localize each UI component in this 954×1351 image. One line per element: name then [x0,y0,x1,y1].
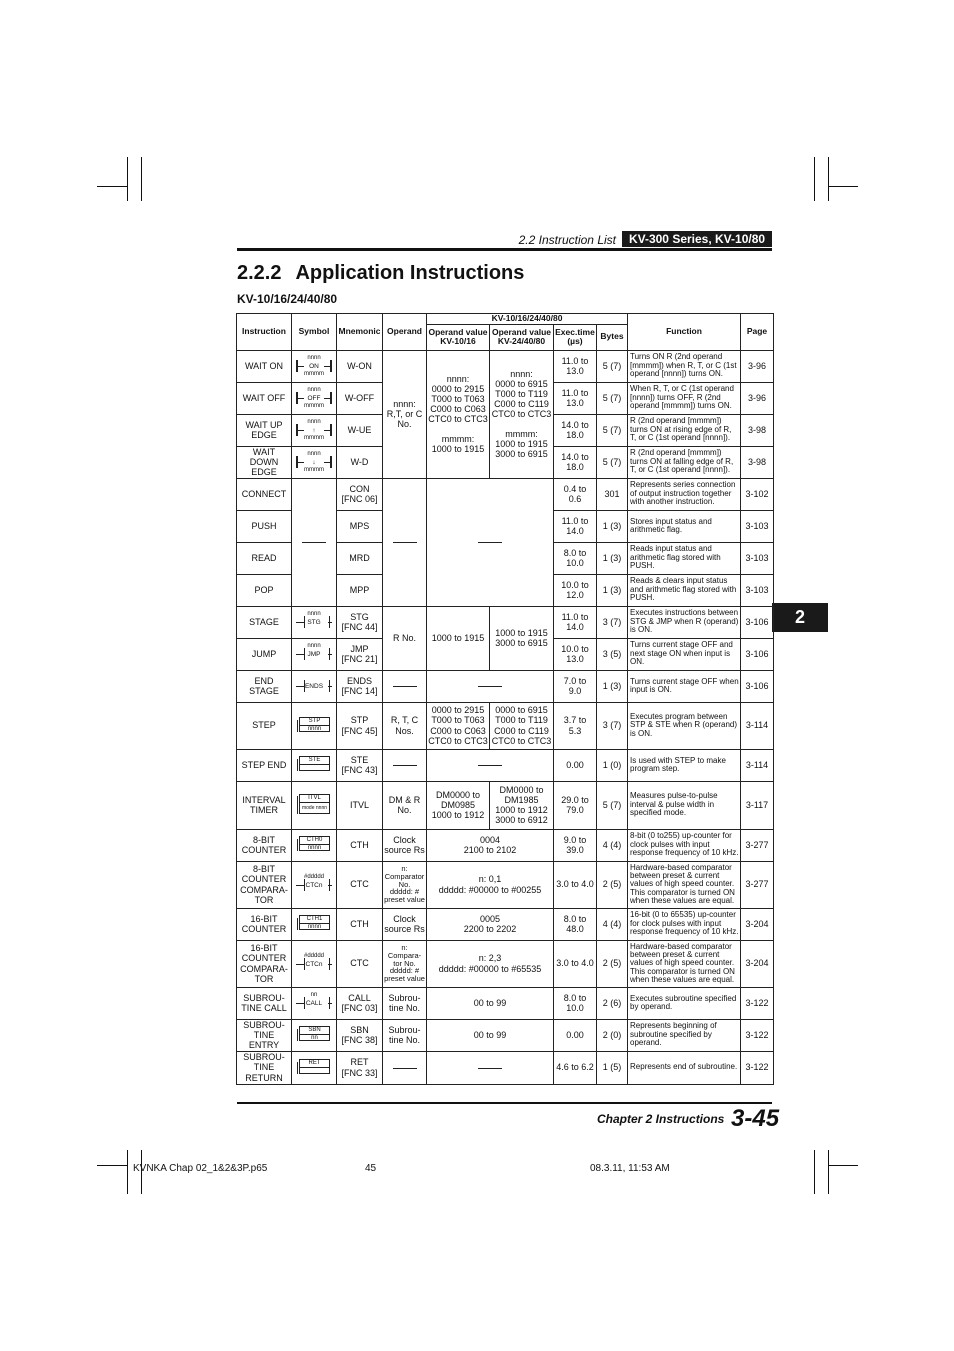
exec-time: 11.0 to 14.0 [554,606,597,638]
counter-16bit-symbol: CTH1 nnnn [292,908,337,940]
exec-time: 3.7 to 5.3 [554,702,597,749]
page-ref: 3-277 [741,861,774,908]
page-ref: 3-114 [741,749,774,781]
operand-value-kv2480: 0000 to 6915 T000 to T119 C000 to C119 CTC0 to CTC3 [490,702,554,749]
jump-symbol: nnnn JMP [292,638,337,670]
mnemonic: CTH [337,829,383,861]
bytes: 1 (3) [597,542,628,574]
operand-value: 00 to 99 [427,987,554,1019]
counter-8bit-symbol: CTH0 nnnn [292,829,337,861]
page-ref: 3-114 [741,702,774,749]
wait-on-symbol: nnnn ON mmmm [292,350,337,382]
exec-time: 3.0 to 4.0 [554,940,597,987]
header-series-badge: KV-300 Series, KV-10/80 [622,231,772,247]
instruction-table [236,313,774,1085]
bytes: 2 (5) [597,940,628,987]
exec-time: 11.0 to 13.0 [554,350,597,382]
bytes: 301 [597,478,628,510]
page-ref: 3-103 [741,542,774,574]
exec-time: 11.0 to 13.0 [554,382,597,414]
operand: Clock source Rs [383,829,427,861]
function-description: Hardware-based comparator between preset & current values of high speed counter. This comparator is turned ON when these values are equal. [628,940,741,987]
page-ref: 3-122 [741,1051,774,1084]
crop-mark [828,1165,858,1166]
mnemonic: JMP [FNC 21] [337,638,383,670]
instruction-name: WAIT ON [237,350,292,382]
instruction-name: SUBROU- TINE RETURN [237,1051,292,1084]
mnemonic: ITVL [337,781,383,829]
header-rule [237,248,772,251]
instruction-name: WAIT OFF [237,382,292,414]
crop-mark [141,157,142,201]
crop-mark [814,1150,815,1194]
bytes: 2 (5) [597,861,628,908]
bytes: 1 (3) [597,574,628,606]
page-ref: 3-122 [741,1019,774,1051]
exec-time: 0.00 [554,1019,597,1051]
instruction-name: PUSH [237,510,292,542]
subroutine-call-symbol: nn CALL [292,987,337,1019]
operand-value-none [427,478,554,606]
bytes: 4 (4) [597,829,628,861]
bytes: 2 (6) [597,987,628,1019]
bytes: 3 (7) [597,606,628,638]
operand-none [383,670,427,702]
col-header-mnemonic: Mnemonic [337,314,383,351]
col-header-opval-1016: Operand value KV-10/16 [427,324,490,350]
instruction-name: STEP [237,702,292,749]
header-section-label: 2.2 Instruction List [518,233,616,247]
mnemonic: MPP [337,574,383,606]
exec-time: 14.0 to 18.0 [554,446,597,478]
wait-off-symbol: nnnn OFF mmmm [292,382,337,414]
mnemonic: STE [FNC 43] [337,749,383,781]
page-ref: 3-98 [741,446,774,478]
mnemonic: SBN [FNC 38] [337,1019,383,1051]
crop-mark [97,186,127,187]
exec-time: 8.0 to 10.0 [554,987,597,1019]
function-description: Executes program between STP & STE when R (operand) is ON. [628,702,741,749]
operand-value: n: 0,1 ddddd: #00000 to #00255 [427,861,554,908]
function-description: When R, T, or C (1st operand [nnnn]) turns OFF, R (2nd operand [mmmm]) turns ON. [628,382,741,414]
bytes: 1 (0) [597,749,628,781]
crop-mark [814,157,815,201]
operand: n: Comparator No. ddddd: # preset value [383,861,427,908]
col-header-symbol: Symbol [292,314,337,351]
step-end-symbol: STE [292,749,337,781]
operand: n: Compara- tor No. ddddd: # preset value [383,940,427,987]
col-header-bytes: Bytes [597,324,628,350]
bytes: 3 (7) [597,702,628,749]
interval-timer-symbol: ITVL mode nnnn [292,781,337,829]
page-ref: 3-102 [741,478,774,510]
operand-value: 0005 2200 to 2202 [427,908,554,940]
col-header-group: KV-10/16/24/40/80 [427,314,628,325]
print-file-page: 45 [365,1163,377,1174]
function-description: Measures pulse-to-pulse interval & pulse width in specified mode. [628,781,741,829]
operand-value-none [427,1051,554,1084]
page-ref: 3-96 [741,350,774,382]
page-ref: 3-277 [741,829,774,861]
function-description: Represents beginning of subroutine specified by operand. [628,1019,741,1051]
page-ref: 3-103 [741,574,774,606]
footer-chapter-label: Chapter 2 Instructions [597,1112,725,1126]
function-description: Represents end of subroutine. [628,1051,741,1084]
function-description: Stores input status and arithmetic flag. [628,510,741,542]
operand-value-kv2480: DM0000 to DM1985 1000 to 1912 3000 to 6912 [490,781,554,829]
crop-mark [127,1150,128,1194]
bytes: 5 (7) [597,446,628,478]
operand-value-none [427,670,554,702]
crop-mark [828,1150,829,1194]
exec-time: 3.0 to 4.0 [554,861,597,908]
operand-none [383,478,427,606]
mnemonic: CTH [337,908,383,940]
exec-time: 29.0 to 79.0 [554,781,597,829]
operand-value-kv1016: nnnn: 0000 to 2915 T000 to T063 C000 to C063 CTC0 to CTC3 mmmm: 1000 to 1915 [427,350,490,478]
mnemonic: MPS [337,510,383,542]
operand: Clock source Rs [383,908,427,940]
operand: Subrou- tine No. [383,987,427,1019]
operand-none [383,749,427,781]
operand-value-kv2480: nnnn: 0000 to 6915 T000 to T119 C000 to C119 CTC0 to CTC3 mmmm: 1000 to 1915 3000 to 6915 [490,350,554,478]
operand-value: 0004 2100 to 2102 [427,829,554,861]
instruction-name: READ [237,542,292,574]
mnemonic: CTC [337,861,383,908]
operand: DM & R No. [383,781,427,829]
instruction-name: JUMP [237,638,292,670]
step-symbol: STP nnnn [292,702,337,749]
instruction-name: STEP END [237,749,292,781]
operand: R No. [383,606,427,670]
bytes: 1 (3) [597,510,628,542]
exec-time: 4.6 to 6.2 [554,1051,597,1084]
exec-time: 10.0 to 12.0 [554,574,597,606]
instruction-name: 8-BIT COUNTER COMPARA- TOR [237,861,292,908]
operand-value-kv1016: 1000 to 1915 [427,606,490,670]
operand: nnnn: R,T, or C No. [383,350,427,478]
col-header-function: Function [628,314,741,351]
col-header-page: Page [741,314,774,351]
bytes: 5 (7) [597,382,628,414]
mnemonic: CALL [FNC 03] [337,987,383,1019]
wait-up-edge-symbol: nnnn ↑ mmmm [292,414,337,446]
mnemonic: STG [FNC 44] [337,606,383,638]
page-ref: 3-106 [741,638,774,670]
instruction-name: SUBROU- TINE ENTRY [237,1019,292,1051]
bytes: 1 (3) [597,670,628,702]
exec-time: 0.00 [554,749,597,781]
page-ref: 3-96 [741,382,774,414]
comparator-8bit-symbol: #ddddd CTCn [292,861,337,908]
instruction-name: WAIT DOWN EDGE [237,446,292,478]
col-header-opval-2480: Operand value KV-24/40/80 [490,324,554,350]
bytes: 1 (5) [597,1051,628,1084]
page-ref: 3-204 [741,908,774,940]
instruction-name: 16-BIT COUNTER [237,908,292,940]
function-description: R (2nd operand [mmmm]) turns ON at rising edge of R, T, or C (1st operand [nnnn]). [628,414,741,446]
crop-mark [127,157,128,201]
operand: R, T, C Nos. [383,702,427,749]
operand-none [383,1051,427,1084]
mnemonic: W-ON [337,350,383,382]
instruction-name: 8-BIT COUNTER [237,829,292,861]
exec-time: 8.0 to 48.0 [554,908,597,940]
symbol-none [292,478,337,606]
page-ref: 3-204 [741,940,774,987]
comparator-16bit-symbol: #ddddd CTCn [292,940,337,987]
section-title: Application Instructions [295,262,525,284]
page-number: 3-45 [731,1105,780,1132]
mnemonic: CTC [337,940,383,987]
mnemonic: MRD [337,542,383,574]
exec-time: 14.0 to 18.0 [554,414,597,446]
bytes: 4 (4) [597,908,628,940]
mnemonic: W-OFF [337,382,383,414]
exec-time: 0.4 to 0.6 [554,478,597,510]
instruction-name: WAIT UP EDGE [237,414,292,446]
operand-value: 00 to 99 [427,1019,554,1051]
instruction-name: SUBROU- TINE CALL [237,987,292,1019]
page-ref: 3-98 [741,414,774,446]
function-description: Hardware-based comparator between preset & current values of high speed counter. This comparator is turned ON when these values are equal. [628,861,741,908]
page-ref: 3-106 [741,670,774,702]
footer-rule [237,1102,772,1104]
instruction-name: CONNECT [237,478,292,510]
function-description: Is used with STEP to make program step. [628,749,741,781]
function-description: Reads & clears input status and arithmetic flag stored with PUSH. [628,574,741,606]
instruction-name: STAGE [237,606,292,638]
exec-time: 11.0 to 14.0 [554,510,597,542]
mnemonic: ENDS [FNC 14] [337,670,383,702]
end-stage-symbol: ENDS [292,670,337,702]
function-description: Represents series connection of output instruction together with another instruction. [628,478,741,510]
exec-time: 8.0 to 10.0 [554,542,597,574]
mnemonic: CON [FNC 06] [337,478,383,510]
bytes: 5 (7) [597,414,628,446]
crop-mark [828,186,858,187]
function-description: Turns current stage OFF and next stage ON when input is ON. [628,638,741,670]
exec-time: 9.0 to 39.0 [554,829,597,861]
page-title [237,262,524,285]
function-description: Executes instructions between STG & JMP when R (operand) is ON. [628,606,741,638]
operand-value-kv2480: 1000 to 1915 3000 to 6915 [490,606,554,670]
print-file-name: KVNKA Chap 02_1&2&3P.p65 [133,1163,268,1174]
operand-value-kv1016: DM0000 to DM0985 1000 to 1912 [427,781,490,829]
bytes: 3 (5) [597,638,628,670]
mnemonic: W-D [337,446,383,478]
stage-symbol: nnnn STG [292,606,337,638]
col-header-operand: Operand [383,314,427,351]
page-ref: 3-106 [741,606,774,638]
function-description: Executes subroutine specified by operand. [628,987,741,1019]
operand-value-kv1016: 0000 to 2915 T000 to T063 C000 to C063 CTC0 to CTC3 [427,702,490,749]
col-header-instruction: Instruction [237,314,292,351]
operand-value: n: 2,3 ddddd: #00000 to #65535 [427,940,554,987]
page-ref: 3-122 [741,987,774,1019]
mnemonic: STP [FNC 45] [337,702,383,749]
bytes: 5 (7) [597,350,628,382]
crop-mark [828,157,829,201]
bytes: 2 (0) [597,1019,628,1051]
function-description: Reads input status and arithmetic flag stored with PUSH. [628,542,741,574]
instruction-name: INTERVAL TIMER [237,781,292,829]
bytes: 5 (7) [597,781,628,829]
section-number: 2.2.2 [237,262,282,284]
model-subtitle: KV-10/16/24/40/80 [237,292,338,306]
function-description: 8-bit (0 to255) up-counter for clock pulses with input response frequency of 10 kHz. [628,829,741,861]
function-description: R (2nd operand [mmmm]) turns ON at falling edge of R, T, or C (1st operand [nnnn]). [628,446,741,478]
exec-time: 10.0 to 13.0 [554,638,597,670]
function-description: Turns ON R (2nd operand [mmmm]) when R, T, or C (1st operand [nnnn]) turns ON. [628,350,741,382]
exec-time: 7.0 to 9.0 [554,670,597,702]
crop-mark [97,1165,127,1166]
subroutine-return-symbol: RET [292,1051,337,1084]
instruction-name: 16-BIT COUNTER COMPARA- TOR [237,940,292,987]
operand: Subrou- tine No. [383,1019,427,1051]
mnemonic: W-UE [337,414,383,446]
operand-value-none [427,749,554,781]
col-header-exec: Exec.time (µs) [554,324,597,350]
mnemonic: RET [FNC 33] [337,1051,383,1084]
instruction-name: END STAGE [237,670,292,702]
function-description: 16-bit (0 to 65535) up-counter for clock pulses with input response frequency of 10 kHz. [628,908,741,940]
subroutine-entry-symbol: SBN nn [292,1019,337,1051]
print-date: 08.3.11, 11:53 AM [590,1163,670,1174]
instruction-name: POP [237,574,292,606]
chapter-tab: 2 [772,603,828,632]
page-ref: 3-103 [741,510,774,542]
function-description: Turns current stage OFF when input is ON. [628,670,741,702]
wait-down-edge-symbol: nnnn ↓ mmmm [292,446,337,478]
page-ref: 3-117 [741,781,774,829]
